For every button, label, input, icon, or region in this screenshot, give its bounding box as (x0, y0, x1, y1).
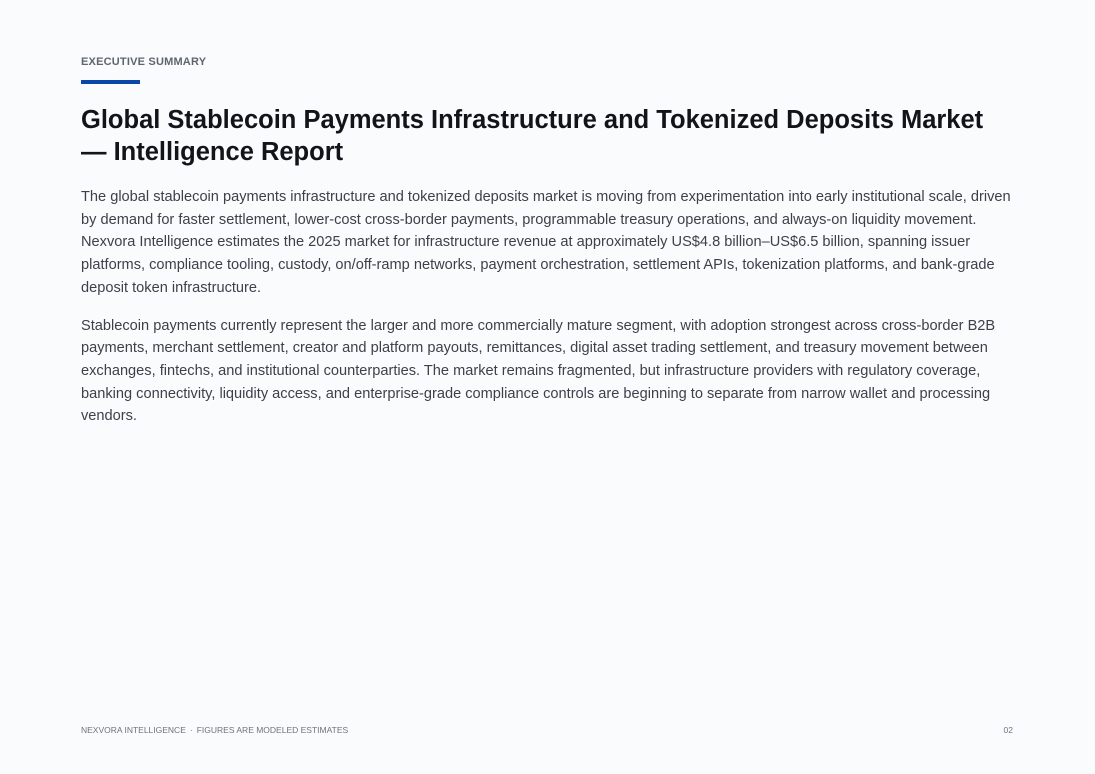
summary-paragraph: Stablecoin payments currently represent the larger and more commercially mature segment, with adoption strongest across cross-border B2B payments, merchant settlement, creator and platform payouts, remittances, digital asset trading settlement, and treasury movement between exchanges, fintechs, and institutional counterparties. The market remains fragmented, but infrastructure providers with regulatory coverage, banking connectivity, liquidity access, and enterprise-grade compliance controls are beginning to separate from narrow wallet and processing vendors. (81, 317, 996, 425)
summary-body (81, 186, 1015, 443)
page-footer (81, 725, 1015, 737)
report-page (81, 0, 1015, 774)
footer-note: FIGURES ARE MODELED ESTIMATES (196, 725, 349, 735)
footer-credit (81, 725, 348, 735)
accent-rule (81, 80, 140, 84)
section-label: EXECUTIVE SUMMARY (81, 56, 207, 68)
page-number: 02 (1003, 725, 1013, 735)
summary-paragraph: The global stablecoin payments infrastructure and tokenized deposits market is moving from experimentation into early institutional scale, driven by demand for faster settlement, lower-cost cross-border payments, programmable treasury operations, and always-on liquidity movement. Nexvora Intelligence estimates the 2025 market for infrastructure revenue at approximately US$4.8 billion–US$6.5 billion, spanning issuer platforms, compliance tooling, custody, on/off-ramp networks, payment orchestration, settlement APIs, tokenization platforms, and bank-grade deposit token infrastructure. (81, 189, 1011, 296)
footer-brand: NEXVORA INTELLIGENCE (81, 725, 186, 735)
footer-separator: · (189, 725, 193, 735)
page-title: Global Stablecoin Payments Infrastructure and Tokenized Deposits Market — Intelligence Report (81, 106, 984, 166)
